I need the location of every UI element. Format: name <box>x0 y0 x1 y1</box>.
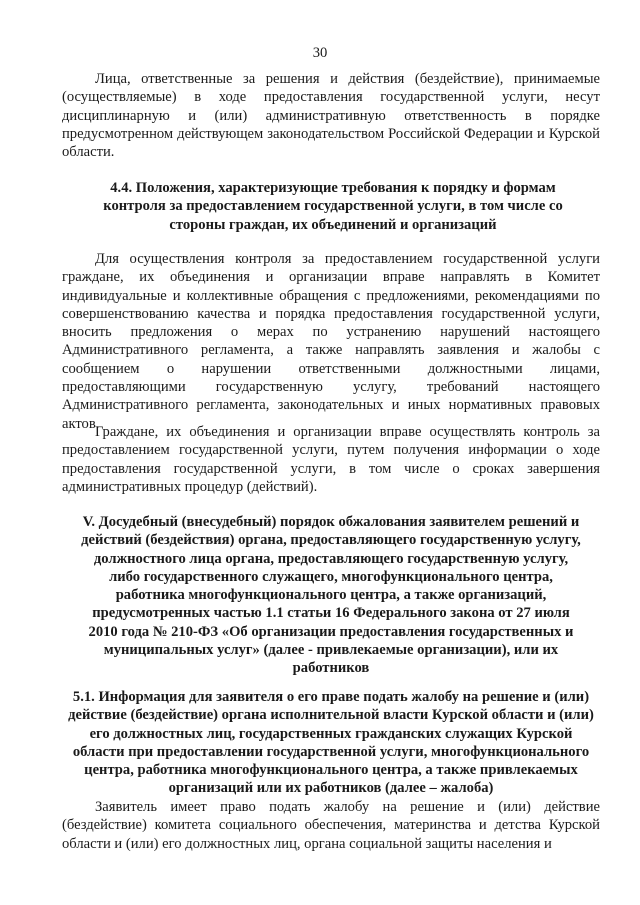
section-heading-4-4 <box>86 179 580 234</box>
heading-text: 5.1. Информация для заявителя о его праве подать жалобу на решение и (или) действие (бездействие) органа исполнительной власти Курской области и (или) его должностных лиц, государственных гражданских служащих Курской области при предоставлении государственной услуги, многофункционального центра, работника многофункционального центра, а также привлекаемых организаций или их работников (далее – жалоба) <box>68 689 594 797</box>
heading-text: V. Досудебный (внесудебный) порядок обжалования заявителем решений и действий (бездействия) органа, предоставляющего государственную услугу, должностного лица органа, предоставляющего государственную услугу, либо государственного служащего, многофункционального центра, работника многофункционального центра, а также организаций, предусмотренных частью 1.1 статьи 16 Федерального закона от 27 июля 2010 года № 210-ФЗ «Об организации предоставления государственных и муниципальных услуг» (далее - привлекаемые организации), или их работников <box>81 514 581 677</box>
paragraph-text: Заявитель имеет право подать жалобу на решение и (или) действие (бездействие) комитета социального обеспечения, материнства и детства Курской области и (или) его должностных лиц, органа социальной защиты населения и <box>62 799 600 852</box>
page-number: 30 <box>312 45 328 61</box>
section-heading-v <box>80 513 582 678</box>
paragraph-text: Лица, ответственные за решения и действия (бездействие), принимаемые (осуществляемые) в ходе предоставления государственной услуги, несут дисциплинарную и (или) административную ответственность в порядке предусмотренном действующем законодательством Российской Федерации и Курской области. <box>62 71 600 161</box>
paragraph-control-rights <box>62 250 600 433</box>
paragraph-control-information <box>62 423 600 496</box>
heading-text: 4.4. Положения, характеризующие требования к порядку и формам контроля за предоставлением государственной услуги, в том числе со стороны граждан, их объединений и организаций <box>103 180 563 233</box>
section-heading-5-1 <box>62 688 600 798</box>
paragraph-text: Для осуществления контроля за предоставлением государственной услуги граждане, их объединения и организации вправе направлять в Комитет индивидуальные и коллективные обращения с предложениями, рекомендациями по совершенствованию качества и порядка предоставления государственной услуги, вносить предложения о мерах по устранению нарушений настоящего Административного регламента, а также направлять заявления и жалобы с сообщением о нарушении ответственными должностными лицами, предоставляющими государственную услугу, требований настоящего Административного регламента, законодательных и иных нормативных правовых актов. <box>62 251 600 432</box>
paragraph-text: Граждане, их объединения и организации вправе осуществлять контроль за предоставлением государственной услуги, путем получения информации о ходе предоставления государственной услуги, в том числе о сроках завершения административных процедур (действий). <box>62 424 600 495</box>
paragraph-responsibility <box>62 70 600 161</box>
paragraph-complaint-right <box>62 798 600 853</box>
